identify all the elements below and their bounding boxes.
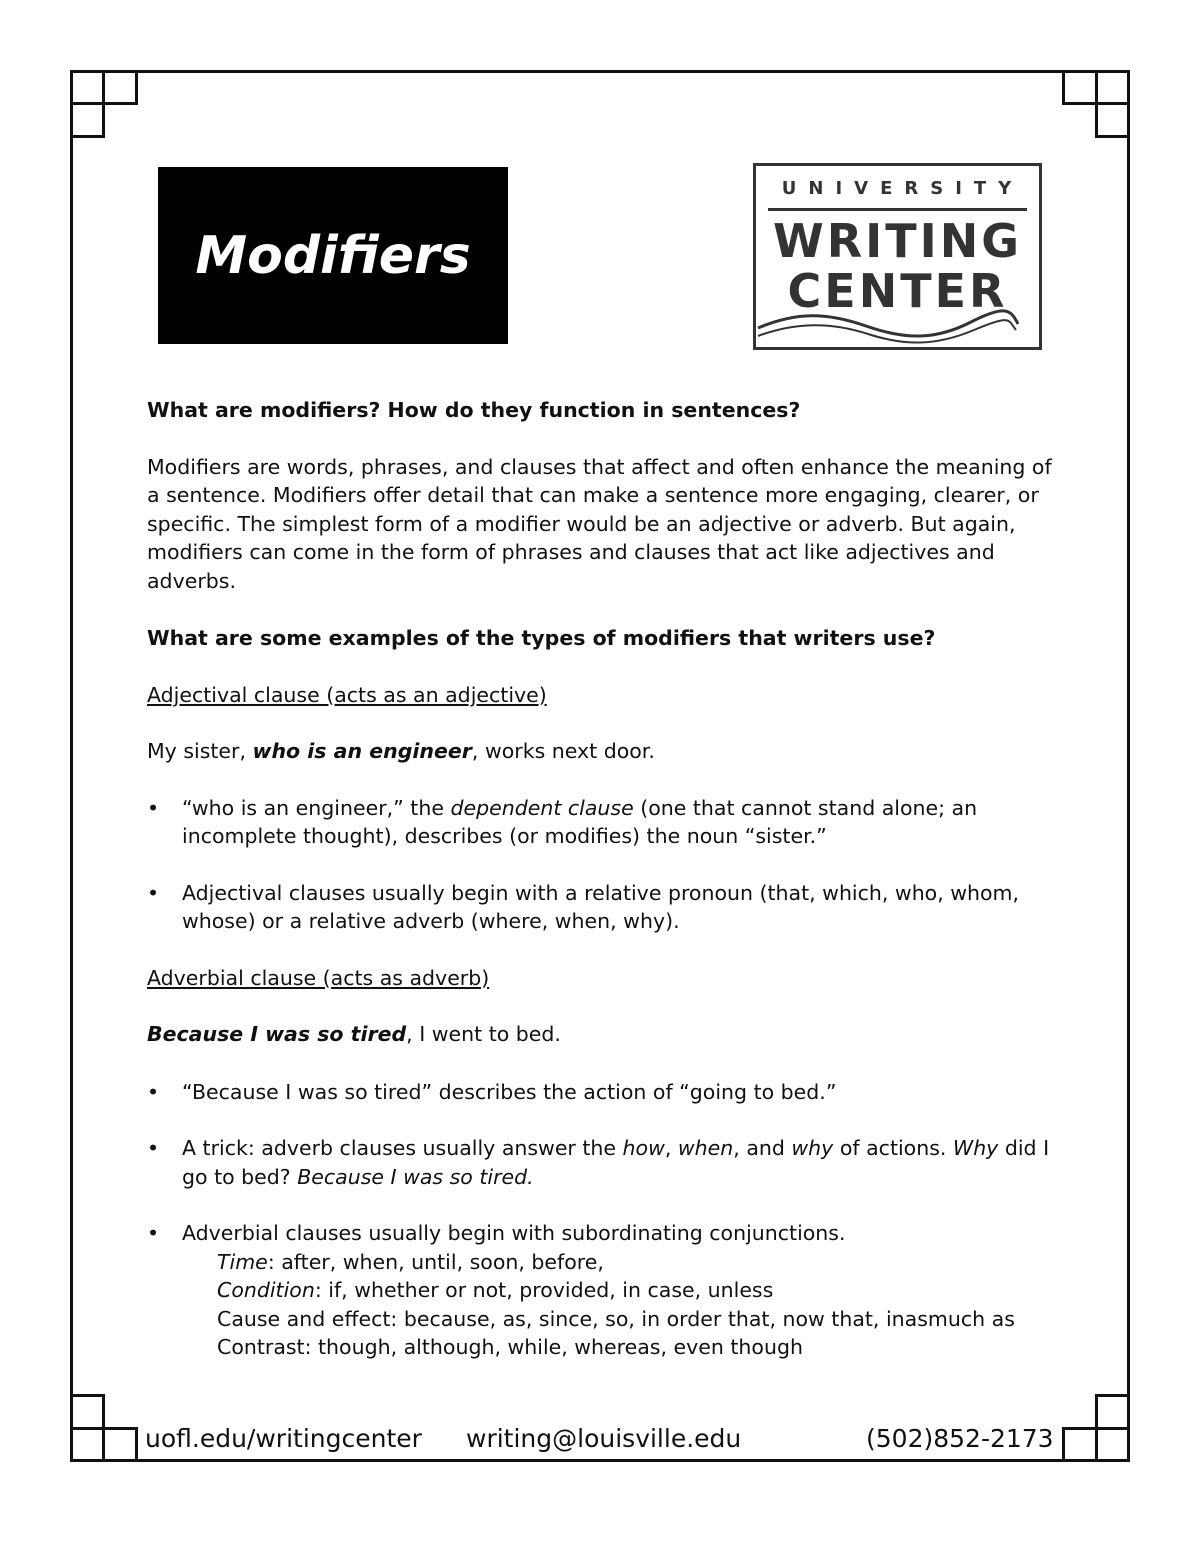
corner-ornament-bottom-left — [70, 1394, 138, 1462]
adverbial-example: Because I was so tired, I went to bed. — [147, 1022, 561, 1046]
corner-ornament-bottom-right — [1062, 1394, 1130, 1462]
intro-paragraph: Modifiers are words, phrases, and clauses that affect and often enhance the meaning of a sentence. Modifiers offer detail that can make a sentence more engaging, clearer, or specific. The simplest form of a modifier would be an adjective or adverb. But again, modifiers can come in the form of phrases and clauses that act like adjectives and adverbs. — [147, 454, 1052, 593]
conjunctions-contrast: Contrast: though, although, while, whereas, even though — [217, 1335, 803, 1359]
title-banner — [158, 167, 508, 344]
conjunctions-condition: Condition: if, whether or not, provided, in case, unless — [217, 1278, 774, 1302]
document-body — [147, 396, 1067, 1362]
footer-phone: (502)852-2173 — [866, 1424, 1054, 1453]
adverbial-bullets — [147, 1078, 1067, 1362]
adjectival-example: My sister, who is an engineer, works next door. — [147, 739, 655, 763]
logo-wave-icon — [756, 306, 1039, 350]
list-item: • “Because I was so tired” describes the action of “going to bed.” — [147, 1078, 1067, 1107]
list-item: • Adverbial clauses usually begin with subordinating conjunctions. Time: after, when, until, soon, before, Condition: if, whether or not, provided, in case, unless Cause and effect: because, as, since, so, in order that, now that, inasmuch as Contrast: though, although, while, whereas, even though — [147, 1219, 1067, 1362]
logo-writing-text: WRITING — [772, 214, 1023, 268]
conjunctions-time: Time: after, when, until, soon, before, — [217, 1249, 604, 1274]
footer-email-link[interactable]: writing@louisville.edu — [466, 1424, 742, 1453]
logo-rule — [768, 208, 1027, 211]
list-item: • “who is an engineer,” the dependent clause (one that cannot stand alone; an incomplete thought), describes (or modifies) the noun “sister.” — [147, 794, 1067, 851]
adverbial-heading: Adverbial clause (acts as adverb) — [147, 965, 490, 990]
writing-center-logo — [753, 163, 1042, 350]
question-what-are-modifiers: What are modifiers? How do they function in sentences? — [147, 398, 801, 422]
logo-center-text: CENTER — [787, 264, 1008, 318]
footer-website-link[interactable]: uofl.edu/writingcenter — [145, 1424, 422, 1453]
list-item: • A trick: adverb clauses usually answer the how, when, and why of actions. Why did I go to bed? Because I was so tired. — [147, 1134, 1067, 1191]
logo-university-text: UNIVERSITY — [781, 178, 1024, 199]
adjectival-bullets — [147, 794, 1067, 936]
corner-ornament-top-left — [70, 70, 138, 138]
page-title: Modifiers — [195, 225, 471, 286]
adjectival-heading: Adjectival clause (acts as an adjective) — [147, 682, 547, 707]
list-item: • Adjectival clauses usually begin with a relative pronoun (that, which, who, whom, whose) or a relative adverb (where, when, why). — [147, 879, 1067, 936]
question-examples: What are some examples of the types of modifiers that writers use? — [147, 626, 936, 650]
corner-ornament-top-right — [1062, 70, 1130, 138]
conjunctions-cause: Cause and effect: because, as, since, so, in order that, now that, inasmuch as — [217, 1306, 1015, 1331]
